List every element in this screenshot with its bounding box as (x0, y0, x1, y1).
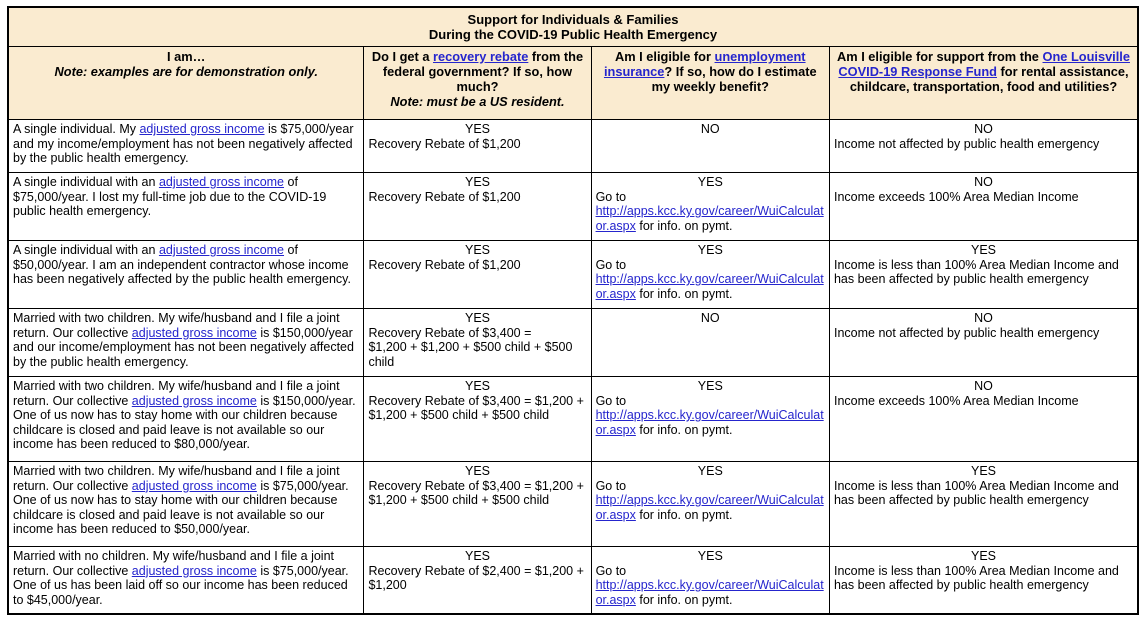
support-table (7, 6, 1139, 615)
fund-answer: NO (974, 175, 993, 189)
text-run: Recovery Rebate of $3,400 = $1,200 + $1,200 + $500 child + $500 child (368, 393, 584, 422)
fund-detail (834, 137, 1133, 152)
text-run: for rental assistance, childcare, transportation, food and utilities? (849, 63, 1129, 94)
fund-detail (834, 564, 1133, 593)
text-run: Married with two children. My wife/husband and I file a joint return. Our collective (13, 464, 340, 493)
text-run: Married with two children. My wife/husband and I file a joint return. Our collective (13, 311, 340, 340)
unemployment-cell (591, 173, 829, 241)
text-run: is $75,000/year and my income/employment has not been negatively affected by the public health emergency. (13, 122, 354, 165)
recovery-rebate-link[interactable]: recovery rebate (433, 49, 529, 64)
table-row (8, 120, 1138, 173)
unemployment-cell (591, 377, 829, 462)
wui-calculator-link[interactable]: http://apps.kcc.ky.gov/career/WuiCalculator.aspx (595, 493, 824, 522)
wui-calculator-link[interactable]: http://apps.kcc.ky.gov/career/WuiCalculator.aspx (595, 204, 824, 233)
fund-detail (834, 258, 1133, 287)
text-run: Income is less than 100% Area Median Income and has been affected by public health emergency (833, 563, 1119, 592)
rebate-answer: YES (464, 311, 490, 325)
fund-answer: YES (970, 243, 996, 257)
scenario-cell (8, 120, 364, 173)
text-run: Note: must be a US resident. (390, 93, 565, 109)
adjusted-gross-income-link[interactable]: adjusted gross income (131, 478, 257, 493)
text-run: for info. on pymt. (635, 422, 733, 437)
scenario-cell (8, 309, 364, 377)
table-title (8, 7, 1138, 47)
fund-detail (834, 479, 1133, 508)
rebate-answer: YES (464, 464, 490, 478)
text-run: is $150,000/year and our income/employment has not been negatively affected by the public health emergency. (13, 325, 354, 369)
text-run: Recovery Rebate of $2,400 = $1,200 + $1,200 (368, 563, 584, 592)
unemployment-detail (596, 394, 825, 438)
text-run: is $75,000/year. One of us now has to stay home with our children because childcare is closed and paid leave is not available so our income has been reduced to $50,000/year. (13, 478, 349, 536)
unemployment-cell (591, 309, 829, 377)
unemployment-answer: NO (700, 122, 720, 136)
rebate-answer: YES (464, 379, 490, 393)
text-run: Am I eligible for support from the (837, 49, 1043, 64)
adjusted-gross-income-link[interactable]: adjusted gross income (139, 122, 265, 136)
fund-cell (829, 241, 1138, 309)
text-run: Go to (595, 257, 627, 272)
text-run: Married with no children. My wife/husband and I file a joint return. Our collective (13, 549, 334, 578)
scenario-cell (8, 241, 364, 309)
fund-detail (834, 394, 1133, 409)
rebate-answer: YES (464, 243, 490, 257)
text-run: Note: examples are for demonstration only. (54, 63, 318, 79)
text-run: Income exceeds 100% Area Median Income (833, 189, 1079, 204)
fund-cell (829, 173, 1138, 241)
text-run: Married with two children. My wife/husband and I file a joint return. Our collective (13, 379, 340, 408)
text-run: Recovery Rebate of $1,200 (368, 136, 521, 151)
scenario-cell (8, 173, 364, 241)
rebate-cell (364, 120, 591, 173)
rebate-detail (368, 137, 586, 152)
unemployment-answer: NO (700, 311, 720, 325)
rebate-answer: YES (464, 549, 490, 563)
table-body (8, 120, 1138, 615)
table-row (8, 377, 1138, 462)
text-run: of $50,000/year. I am an independent contractor whose income has been negatively affected by the public health emergency. (13, 243, 351, 286)
rebate-answer: YES (464, 122, 490, 136)
title-row (8, 7, 1138, 47)
text-run: Income not affected by public health emergency (833, 325, 1100, 340)
text-run: Go to (595, 478, 627, 493)
scenario-cell (8, 462, 364, 547)
text-run: Recovery Rebate of $1,200 (368, 257, 521, 272)
rebate-detail (368, 394, 586, 423)
text-run: for info. on pymt. (635, 286, 733, 301)
text-run: of $75,000/year. I lost my full-time job due to the COVID-19 public health emergency. (13, 175, 327, 218)
unemployment-detail (596, 564, 825, 608)
fund-answer: NO (974, 379, 993, 393)
rebate-detail (368, 564, 586, 593)
unemployment-answer: YES (697, 549, 723, 563)
text-run: A single individual. My (13, 122, 140, 136)
fund-cell (829, 309, 1138, 377)
wui-calculator-link[interactable]: http://apps.kcc.ky.gov/career/WuiCalculator.aspx (595, 408, 824, 437)
text-run: Income exceeds 100% Area Median Income (833, 393, 1079, 408)
unemployment-answer: YES (697, 175, 723, 189)
unemployment-detail (596, 479, 825, 523)
unemployment-cell (591, 120, 829, 173)
fund-cell (829, 547, 1138, 615)
unemployment-insurance-link[interactable]: unemployment insurance (603, 49, 806, 79)
text-run: Recovery Rebate of $1,200 (368, 189, 521, 204)
table-row (8, 462, 1138, 547)
text-run: Am I eligible for (614, 49, 715, 64)
text-run: Go to (595, 189, 627, 204)
rebate-cell (364, 309, 591, 377)
wui-calculator-link[interactable]: http://apps.kcc.ky.gov/career/WuiCalculator.aspx (595, 578, 824, 607)
rebate-cell (364, 241, 591, 309)
title-line-1: Support for Individuals & Families (467, 11, 679, 27)
text-run: for info. on pymt. (635, 507, 733, 522)
unemployment-answer: YES (697, 243, 723, 257)
column-header-recovery-rebate (364, 47, 591, 120)
unemployment-answer: YES (697, 379, 723, 393)
rebate-cell (364, 173, 591, 241)
fund-detail (834, 190, 1133, 205)
text-run: for info. on pymt. (635, 592, 733, 607)
fund-answer: NO (974, 311, 993, 325)
fund-answer: NO (974, 122, 993, 136)
rebate-answer: YES (464, 175, 490, 189)
scenario-cell (8, 547, 364, 615)
table-row (8, 547, 1138, 615)
unemployment-detail (596, 258, 825, 302)
fund-cell (829, 462, 1138, 547)
adjusted-gross-income-link[interactable]: adjusted gross income (158, 175, 285, 189)
table-row (8, 241, 1138, 309)
text-run: I am… (167, 49, 206, 64)
column-header-who (8, 47, 364, 120)
text-run: Go to (595, 563, 627, 578)
column-header-unemployment (591, 47, 829, 120)
rebate-detail (368, 479, 586, 508)
rebate-cell (364, 377, 591, 462)
text-run: ? If so, how do I estimate my weekly benefit? (651, 63, 817, 94)
fund-detail (834, 326, 1133, 341)
one-louisville-fund-link[interactable]: One Louisville COVID-19 Response Fund (838, 49, 1130, 79)
unemployment-cell (591, 241, 829, 309)
unemployment-detail (596, 190, 825, 234)
text-run: from the federal government? If so, how much? (382, 49, 584, 94)
adjusted-gross-income-link[interactable]: adjusted gross income (131, 563, 257, 578)
header-row (8, 47, 1138, 120)
adjusted-gross-income-link[interactable]: adjusted gross income (131, 325, 257, 340)
title-line-2: During the COVID-19 Public Health Emergency (428, 27, 718, 42)
text-run: A single individual with an (13, 175, 159, 189)
unemployment-cell (591, 547, 829, 615)
table-row (8, 309, 1138, 377)
rebate-cell (364, 547, 591, 615)
table-row (8, 173, 1138, 241)
fund-answer: YES (970, 549, 996, 563)
rebate-cell (364, 462, 591, 547)
fund-cell (829, 377, 1138, 462)
text-run: A single individual with an (13, 243, 159, 257)
text-run: Income is less than 100% Area Median Income and has been affected by public health emergency (833, 478, 1119, 507)
scenario-cell (8, 377, 364, 462)
text-run: $1,200 + $1,200 + $500 child + $500 child (368, 340, 573, 369)
rebate-detail (368, 326, 586, 370)
adjusted-gross-income-link[interactable]: adjusted gross income (158, 243, 285, 257)
text-run: Go to (595, 393, 627, 408)
fund-cell (829, 120, 1138, 173)
unemployment-cell (591, 462, 829, 547)
rebate-detail (368, 190, 586, 205)
text-run: is $75,000/year. One of us has been laid off so our income has been reduced to $45,000/year. (13, 563, 349, 607)
text-run: Do I get a (371, 49, 434, 64)
text-run: Recovery Rebate of $3,400 = (368, 325, 532, 340)
text-run: for info. on pymt. (635, 218, 733, 233)
adjusted-gross-income-link[interactable]: adjusted gross income (131, 393, 257, 408)
text-run: Income not affected by public health emergency (833, 136, 1100, 151)
text-run: is $150,000/year. One of us now has to stay home with our children because childcare is closed and paid leave is not available so our income has been reduced to $80,000/year. (13, 393, 356, 451)
column-header-fund (829, 47, 1138, 120)
unemployment-answer: YES (697, 464, 723, 478)
rebate-detail (368, 258, 586, 273)
fund-answer: YES (970, 464, 996, 478)
wui-calculator-link[interactable]: http://apps.kcc.ky.gov/career/WuiCalculator.aspx (595, 272, 824, 301)
text-run: Recovery Rebate of $3,400 = $1,200 + $1,200 + $500 child + $500 child (368, 478, 584, 507)
text-run: Income is less than 100% Area Median Income and has been affected by public health emergency (833, 257, 1119, 286)
